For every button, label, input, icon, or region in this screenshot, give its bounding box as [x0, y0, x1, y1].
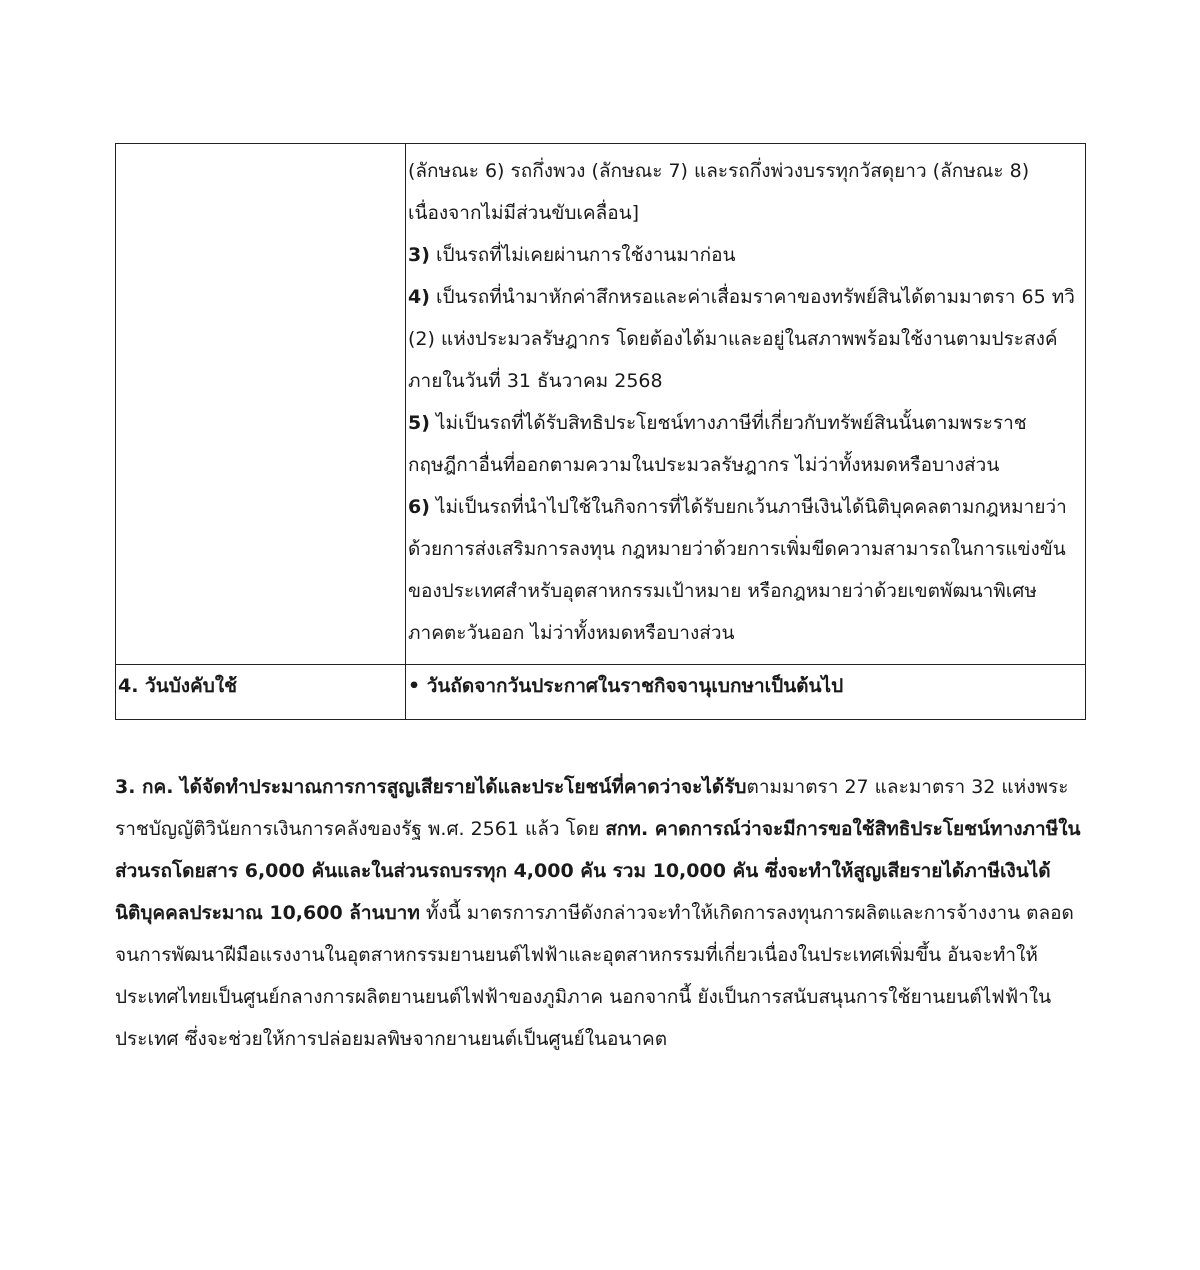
criteria-line: ของประเทศสำหรับอุตสาหกรรมเป้าหมาย หรือกฎหมายว่าด้วยเขตพัฒนาพิเศษ	[408, 580, 1037, 602]
criteria-item-4	[408, 276, 1077, 318]
paragraph-text: ตามมาตรา 27 และมาตรา 32 แห่งพระราชบัญญัติวินัยการเงินการคลังของรัฐ พ.ศ. 2561 แล้ว โดย	[115, 776, 1069, 840]
effective-date-label: 4. วันบังคับใช้	[118, 675, 237, 697]
item-text: เป็นรถที่ไม่เคยผ่านการใช้งานมาก่อน	[429, 244, 736, 266]
table-row	[116, 144, 1086, 665]
criteria-item-5	[408, 402, 1077, 444]
conditions-table	[115, 143, 1086, 720]
table-row-effective-date	[116, 665, 1086, 720]
effective-date-text: • วันถัดจากวันประกาศในราชกิจจานุเบกษาเป็นต้นไป	[408, 675, 844, 697]
item-text: ไม่เป็นรถที่ได้รับสิทธิประโยชน์ทางภาษีที่เกี่ยวกับทรัพย์สินนั้นตามพระราช	[429, 412, 1027, 434]
item-number: 6)	[408, 496, 430, 518]
paragraph-text: ทั้งนี้ มาตรการภาษีดังกล่าวจะทำให้เกิดการลงทุนการผลิตและการจ้างงาน ตลอดจนการพัฒนาฝีมือแรงงานในอุตสาหกรรมยานยนต์ไฟฟ้าและอุตสาหกรรมที่เกี่ยวเนื่องในประเทศเพิ่มขึ้น อันจะทำให้ประเทศไทยเป็นศูนย์กลางการผลิตยานยนต์ไฟฟ้าของภูมิภาค นอกจากนี้ ยังเป็นการสนับสนุนการใช้ยานยนต์ไฟฟ้าในประเทศ ซึ่งจะช่วยให้การปล่อยมลพิษจากยานยนต์เป็นศูนย์ในอนาคต	[115, 902, 1074, 1050]
criteria-line: ด้วยการส่งเสริมการลงทุน กฎหมายว่าด้วยการเพิ่มขีดความสามารถในการแข่งขัน	[408, 538, 1066, 560]
paragraph-bold-lead: 3. กค. ได้จัดทำประมาณการการสูญเสียรายได้และประโยชน์ที่คาดว่าจะได้รับ	[115, 776, 747, 798]
effective-date-label-cell	[116, 665, 406, 720]
criteria-line: ภายในวันที่ 31 ธันวาคม 2568	[408, 370, 663, 392]
criteria-line: (ลักษณะ 6) รถกึ่งพวง (ลักษณะ 7) และรถกึ่งพ่วงบรรทุกวัสดุยาว (ลักษณะ 8)	[408, 160, 1030, 182]
item-text: ไม่เป็นรถที่นำไปใช้ในกิจการที่ได้รับยกเว้นภาษีเงินได้นิติบุคคลตามกฎหมายว่า	[429, 496, 1067, 518]
revenue-loss-paragraph	[115, 766, 1090, 1060]
item-text: เป็นรถที่นำมาหักค่าสึกหรอและค่าเสื่อมราคาของทรัพย์สินได้ตามมาตรา 65 ทวิ	[429, 286, 1075, 308]
item-number: 3)	[408, 244, 430, 266]
criteria-line: เนื่องจากไม่มีส่วนขับเคลื่อน]	[408, 202, 640, 224]
criteria-line: กฤษฎีกาอื่นที่ออกตามความในประมวลรัษฎากร ไม่ว่าทั้งหมดหรือบางส่วน	[408, 454, 1000, 476]
criteria-line: (2) แห่งประมวลรัษฎากร โดยต้องได้มาและอยู่ในสภาพพร้อมใช้งานตามประสงค์	[408, 328, 1058, 350]
paragraph-bold-estimate: สกท. คาดการณ์ว่าจะมีการขอใช้สิทธิประโยชน์ทางภาษีในส่วนรถโดยสาร 6,000 คันและในส่วนรถบรรทุก 4,000 คัน รวม 10,000 คัน ซึ่งจะทำให้สูญเสียรายได้ภาษีเงินได้นิติบุคคลประมาณ 10,600 ล้านบาท	[115, 818, 1081, 924]
table-cell-criteria	[406, 144, 1086, 665]
criteria-line: ภาคตะวันออก ไม่ว่าทั้งหมดหรือบางส่วน	[408, 622, 735, 644]
criteria-item-6	[408, 486, 1077, 528]
table-cell-left-empty	[116, 144, 406, 665]
item-number: 5)	[408, 412, 430, 434]
effective-date-text-cell	[406, 665, 1086, 720]
item-number: 4)	[408, 286, 430, 308]
criteria-item-3	[408, 234, 1077, 276]
